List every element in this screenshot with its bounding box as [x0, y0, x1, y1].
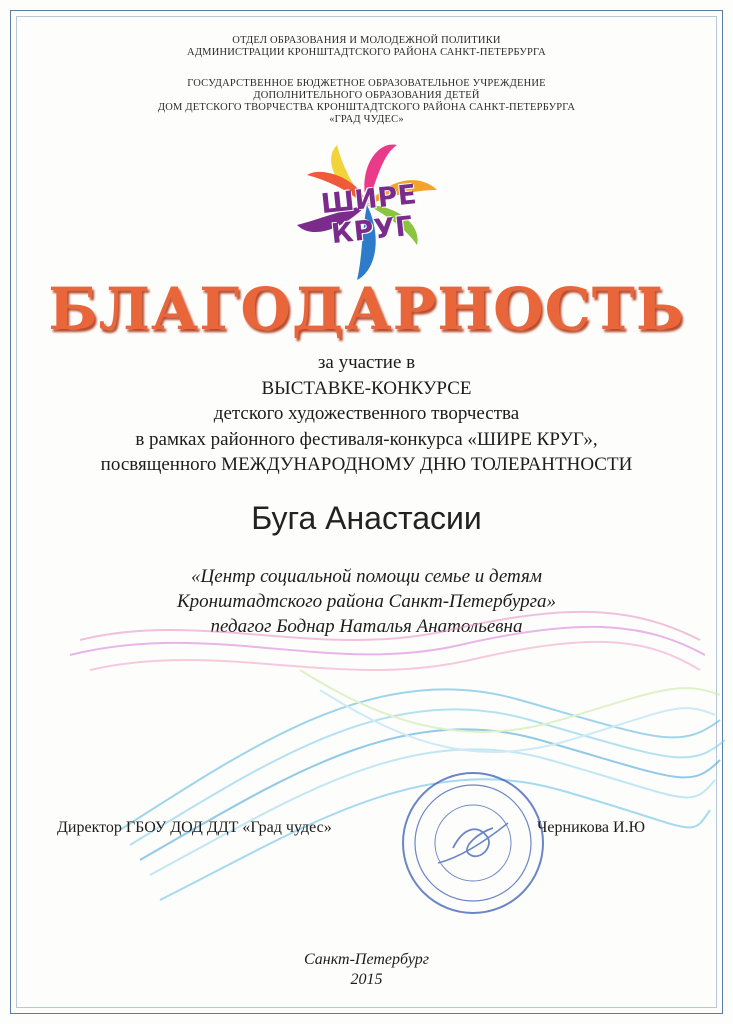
signature-position: Директор ГБОУ ДОД ДДТ «Град чудес»: [57, 819, 332, 836]
signature-name: Черникова И.Ю: [537, 819, 646, 836]
header-line: ДОМ ДЕТСКОГО ТВОРЧЕСТВА КРОНШТАДТСКОГО РАЙОНА САНКТ-ПЕТЕРБУРГА: [157, 102, 576, 113]
header-line: АДМИНИСТРАЦИИ КРОНШТАДТСКОГО РАЙОНА САНКТ-ПЕТЕРБУРГА: [187, 47, 546, 58]
header-line: ДОПОЛНИТЕЛЬНОГО ОБРАЗОВАНИЯ ДЕТЕЙ: [253, 90, 480, 101]
header-line: ОТДЕЛ ОБРАЗОВАНИЯ И МОЛОДЕЖНОЙ ПОЛИТИКИ: [232, 35, 501, 46]
org-line: педагог Боднар Наталья Анатольевна: [210, 616, 523, 637]
logo-text: ШИРЕ КРУГ: [319, 179, 419, 251]
footer: [0, 950, 733, 990]
header-institution: [0, 78, 733, 126]
year: 2015: [350, 971, 383, 988]
decorative-swirls: [0, 600, 733, 940]
org-line: Кронштадтского района Санкт-Петербурга»: [177, 591, 556, 612]
official-stamp: [398, 768, 548, 918]
city-name: Санкт-Петербург: [304, 951, 429, 968]
body-line: детского художественного творчества: [213, 403, 520, 424]
body-line: в рамках районного фестиваля-конкурса «ШИРЕ КРУГ»,: [135, 428, 598, 450]
certificate-body: [0, 350, 733, 478]
recipient-name: Буга Анастасии: [251, 500, 482, 536]
certificate-title: БЛАГОДАРНОСТЬ: [48, 275, 685, 343]
header-department: [0, 35, 733, 59]
body-line: посвященного МЕЖДУНАРОДНОМУ ДНЮ ТОЛЕРАНТНОСТИ: [100, 454, 633, 475]
body-line: ВЫСТАВКЕ-КОНКУРСЕ: [261, 377, 472, 399]
header-line: ГОСУДАРСТВЕННОЕ БЮДЖЕТНОЕ ОБРАЗОВАТЕЛЬНОЕ УЧРЕЖДЕНИЕ: [187, 78, 546, 89]
org-line: «Центр социальной помощи семье и детям: [191, 566, 542, 587]
header-line: «ГРАД ЧУДЕС»: [329, 114, 404, 125]
body-line: за участие в: [317, 352, 416, 373]
